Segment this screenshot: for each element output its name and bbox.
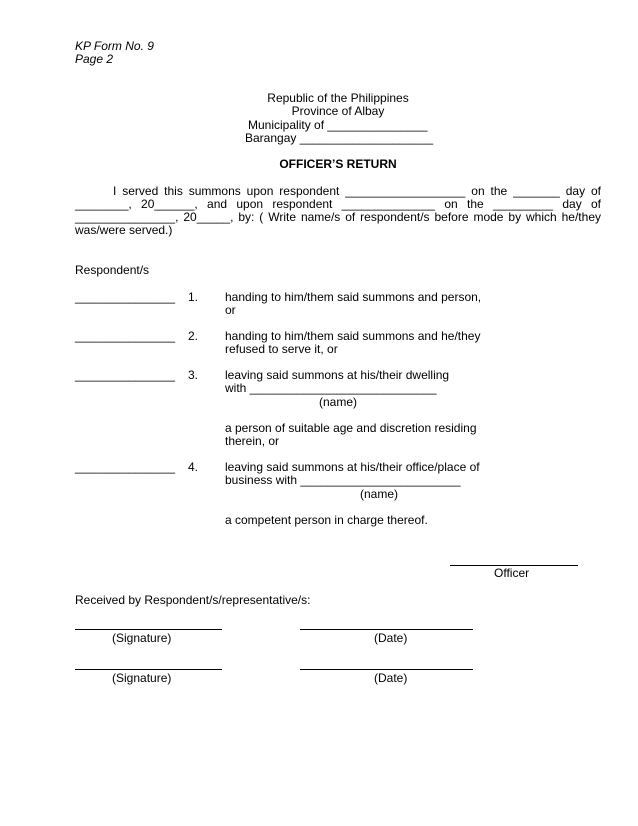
officer-label: Officer [494, 566, 530, 580]
page-title: OFFICER’S RETURN [279, 157, 397, 171]
mode-3-text-cont: with ____________________________ [225, 381, 437, 395]
mode-3-extra: a person of suitable age and discretion residing [225, 421, 477, 435]
mode-1-number: 1. [188, 290, 199, 304]
intro-line-1: I served this summons upon respondent __________________ on the _______ day of [113, 184, 601, 198]
mode-3-number: 3. [188, 368, 199, 382]
header-republic: Republic of the Philippines [267, 91, 409, 105]
received-by-label: Received by Respondent/s/representative/s: [75, 593, 311, 607]
date-label-1: (Date) [374, 631, 408, 645]
mode-2-text-cont: refused to serve it, or [225, 342, 338, 356]
date-line-1 [300, 629, 473, 630]
mode-4-name-label: (name) [360, 487, 399, 501]
mode-4-number: 4. [188, 460, 199, 474]
intro-line-3: _______________, 20_____, by: ( Write name/s of respondent/s before mode by which he/they [75, 210, 601, 224]
mode-1-blank: _______________ [75, 290, 176, 304]
mode-4-extra: a competent person in charge thereof. [225, 513, 428, 527]
mode-3-blank: _______________ [75, 368, 176, 382]
mode-3-extra-cont: therein, or [225, 434, 280, 448]
page-number: Page 2 [75, 52, 114, 66]
signature-line-1 [75, 629, 222, 630]
respondents-label: Respondent/s [75, 263, 150, 277]
mode-4-text-cont: business with ________________________ [225, 473, 461, 487]
mode-3-text: leaving said summons at his/their dwelling [225, 368, 450, 382]
form-number: KP Form No. 9 [75, 39, 154, 53]
header-province: Province of Albay [291, 104, 385, 118]
header-municipality: Municipality of _______________ [248, 118, 428, 132]
mode-4-blank: _______________ [75, 460, 176, 474]
intro-line-4: was/were served.) [75, 223, 173, 237]
mode-2-number: 2. [188, 329, 199, 343]
signature-line-2 [75, 669, 222, 670]
date-line-2 [300, 669, 473, 670]
mode-4-text: leaving said summons at his/their office/place of [225, 460, 480, 474]
mode-2-text: handing to him/them said summons and he/they [225, 329, 481, 343]
intro-line-2: ________, 20______, and upon respondent ______________ on the _________ day of [75, 197, 601, 211]
mode-2-blank: _______________ [75, 329, 176, 343]
mode-1-text-cont: or [225, 303, 236, 317]
date-label-2: (Date) [374, 671, 408, 685]
signature-label-2: (Signature) [112, 671, 172, 685]
mode-1-text: handing to him/them said summons and person, [225, 290, 482, 304]
mode-3-name-label: (name) [319, 395, 358, 409]
signature-label-1: (Signature) [112, 631, 172, 645]
header-barangay: Barangay ____________________ [245, 131, 434, 145]
